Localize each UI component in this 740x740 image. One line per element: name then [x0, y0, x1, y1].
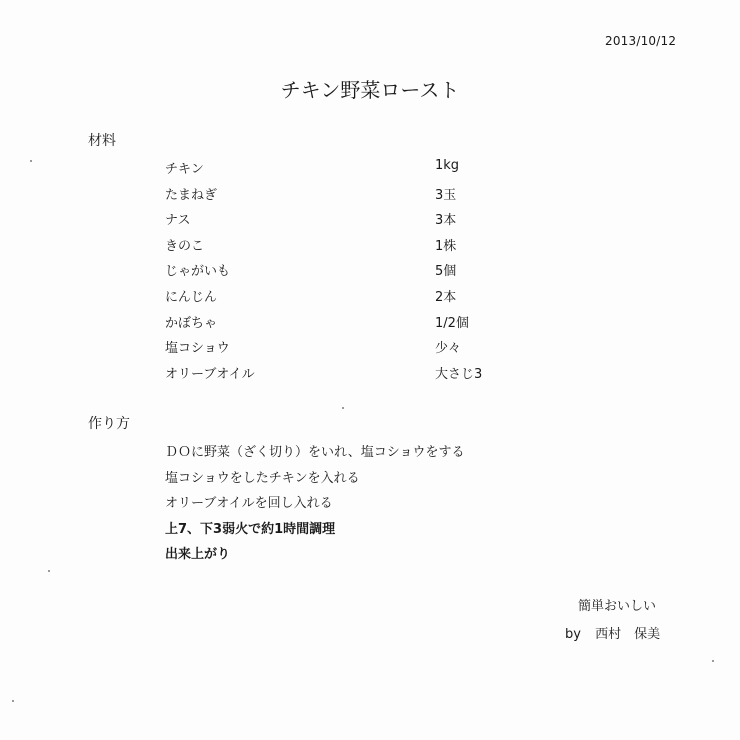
ingredient-quantity: 5個: [435, 264, 457, 280]
author-by-label: by: [565, 627, 581, 642]
ingredient-row: [165, 235, 565, 261]
method-step: ＤＯに野菜（ざく切り）をいれ、塩コショウをする: [165, 445, 465, 460]
scan-speck: [48, 570, 50, 572]
ingredient-name: チキン: [165, 162, 204, 177]
ingredient-name: オリーブオイル: [165, 366, 255, 382]
ingredient-name: たまねぎ: [165, 187, 218, 203]
method-heading: 作り方: [88, 416, 130, 432]
method-step: 出来上がり: [165, 547, 231, 562]
ingredient-row: [165, 158, 565, 184]
ingredient-quantity: 1株: [435, 238, 457, 254]
method-step: 塩コショウをしたチキンを入れる: [165, 470, 360, 486]
ingredients-list: [165, 158, 565, 388]
ingredient-row: [165, 184, 565, 210]
ingredient-name: ナス: [165, 213, 191, 229]
scan-speck: [30, 160, 32, 162]
ingredient-row: [165, 260, 565, 286]
ingredient-name: 塩コショウ: [165, 341, 230, 357]
method-step: オリーブオイルを回し入れる: [165, 496, 333, 511]
ingredient-quantity: 1/2個: [435, 315, 469, 331]
author-name: 西村 保美: [595, 627, 661, 642]
ingredient-quantity: 少々: [435, 341, 462, 357]
document-date: 2013/10/12: [605, 34, 677, 48]
ingredient-name: じゃがいも: [165, 264, 231, 280]
recipe-title: チキン野菜ロースト: [280, 78, 460, 102]
ingredient-name: かぼちゃ: [165, 315, 218, 331]
author-line: [565, 623, 660, 642]
ingredient-row: [165, 286, 565, 312]
ingredient-row: [165, 209, 565, 235]
ingredient-quantity: 大さじ3: [435, 366, 483, 382]
scan-speck: [712, 660, 714, 662]
scan-speck: [342, 407, 344, 409]
ingredient-name: きのこ: [165, 238, 205, 254]
method-steps: [165, 441, 585, 569]
ingredients-heading: 材料: [88, 133, 116, 149]
ingredient-row: [165, 312, 565, 338]
ingredient-quantity: 3玉: [435, 187, 457, 203]
ingredient-row: [165, 337, 565, 363]
scan-speck: [12, 700, 14, 702]
ingredient-name: にんじん: [165, 289, 218, 305]
ingredient-quantity: 1kg: [435, 158, 460, 173]
ingredient-row: [165, 363, 565, 389]
method-step: 上7、下3弱火で約1時間調理: [165, 521, 336, 537]
recipe-note: 簡単おいしい: [578, 599, 657, 614]
ingredient-quantity: 3本: [435, 213, 457, 229]
ingredient-quantity: 2本: [435, 289, 457, 305]
